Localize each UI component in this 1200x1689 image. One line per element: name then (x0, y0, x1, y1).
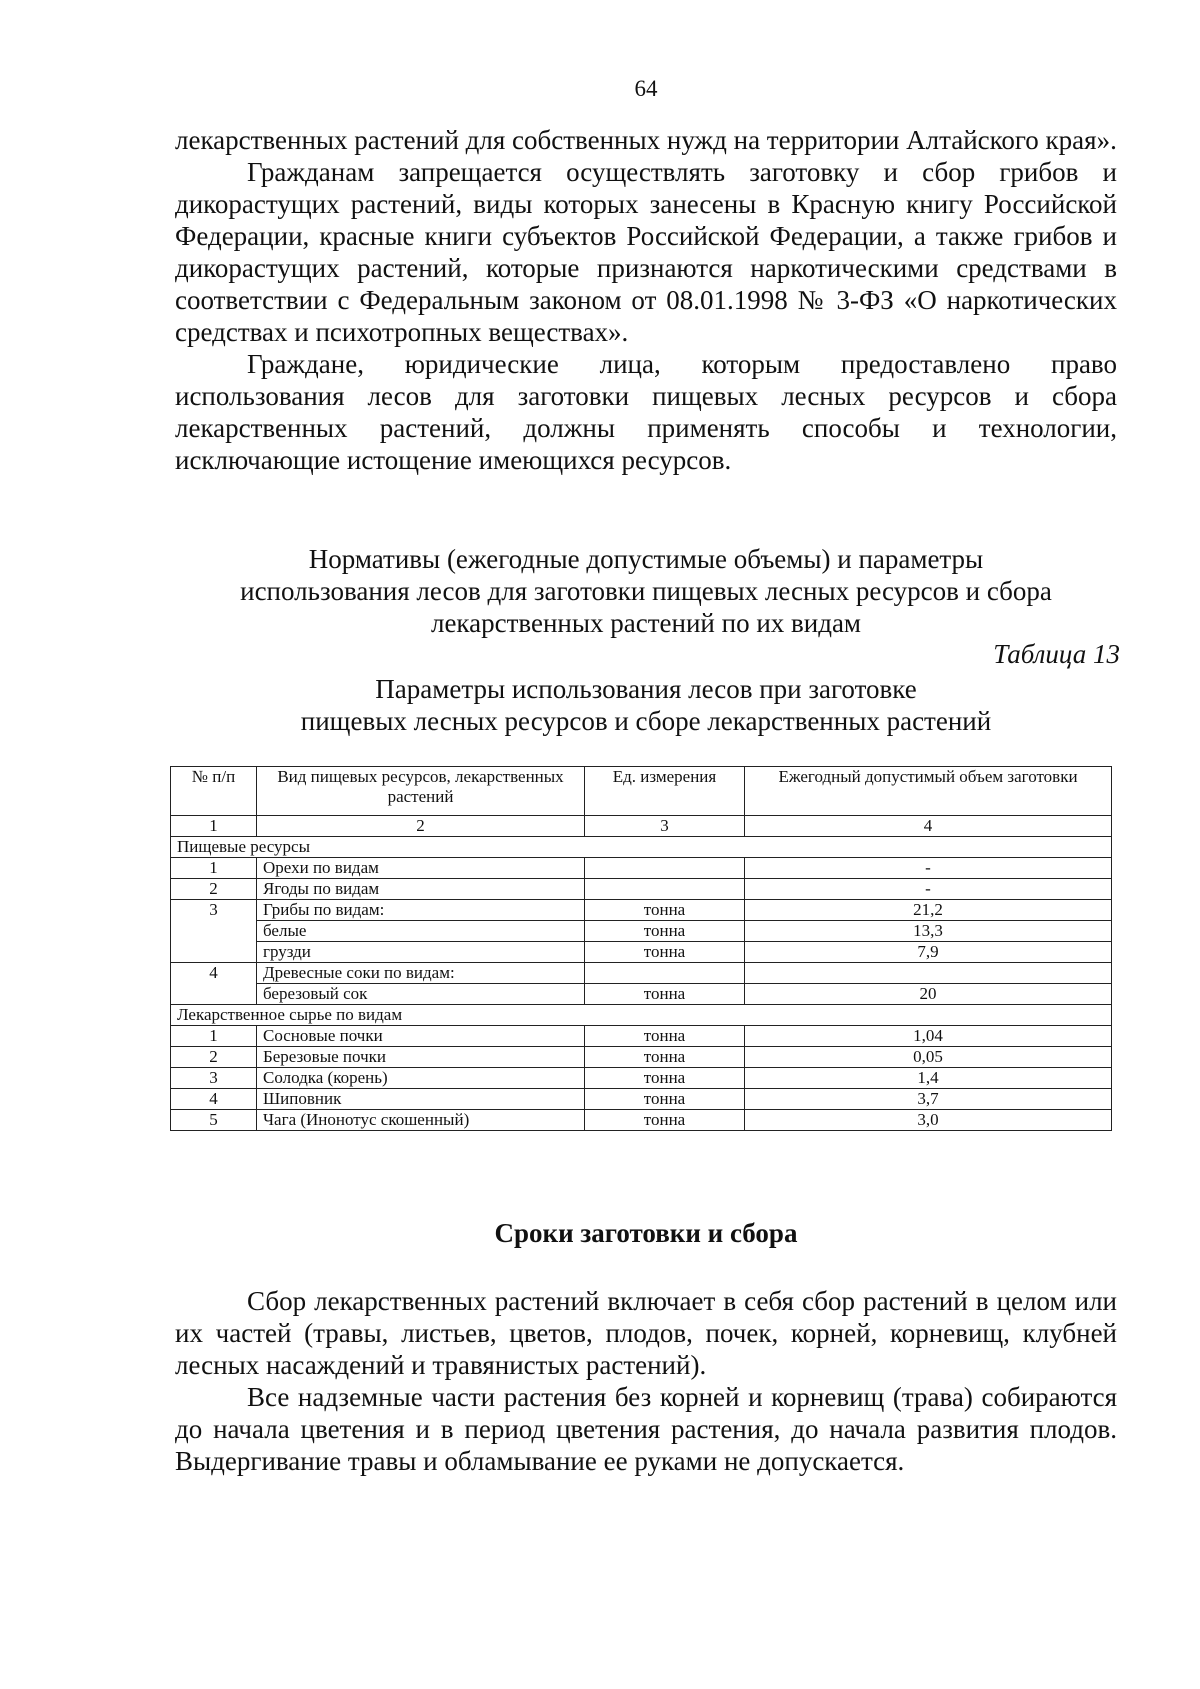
table-row (171, 942, 1112, 963)
cell-unit: тонна (585, 900, 745, 921)
cell-name: Ягоды по видам (257, 879, 585, 900)
cell-unit: тонна (585, 921, 745, 942)
column-number: 1 (171, 816, 257, 837)
paragraph: Сбор лекарственных растений включает в себя сбор растений в целом или их частей (травы, листьев, цветов, плодов, почек, корней, корневищ, клубней лесных насаждений и травянистых растений). (175, 1286, 1117, 1380)
header-unit: Ед. измерения (585, 767, 745, 816)
section-row-medicinal (171, 1005, 1112, 1026)
cell-number: 4 (171, 1089, 257, 1110)
table-caption: Таблица 13 (993, 639, 1120, 669)
cell-unit: тонна (585, 942, 745, 963)
table-row (171, 858, 1112, 879)
norm-heading-line: лекарственных растений по их видам (430, 608, 862, 638)
paragraph: Все надземные части растения без корней и корневищ (трава) собираются до начала цветения и в период цветения растения, до начала развития плодов. Выдергивание травы и обламывание ее руками не допускается. (175, 1382, 1117, 1476)
cell-value: 21,2 (745, 900, 1112, 921)
table-body (171, 816, 1112, 1131)
cell-value: 1,4 (745, 1068, 1112, 1089)
cell-name: березовый сок (257, 984, 585, 1005)
table-row (171, 963, 1112, 984)
table-row (171, 1110, 1112, 1131)
cell-value (745, 963, 1112, 984)
cell-value: 20 (745, 984, 1112, 1005)
cell-name: Березовые почки (257, 1047, 585, 1068)
section-label: Лекарственное сырье по видам (171, 1005, 1112, 1026)
table-title (175, 673, 1117, 737)
cell-unit (585, 858, 745, 879)
paragraph: Граждане, юридические лица, которым предоставлено право использования лесов для заготовки пищевых лесных ресурсов и сбора лекарственных растений, должны применять способы и технологии, исключающие истощение имеющихся ресурсов. (175, 349, 1117, 475)
cell-name: Солодка (корень) (257, 1068, 585, 1089)
norm-heading (175, 543, 1117, 639)
cell-number: 5 (171, 1110, 257, 1131)
section-row-food (171, 837, 1112, 858)
norm-heading-line: Нормативы (ежегодные допустимые объемы) и параметры (308, 544, 984, 574)
table-row (171, 921, 1112, 942)
cell-unit: тонна (585, 1068, 745, 1089)
table-row (171, 1026, 1112, 1047)
cell-unit (585, 963, 745, 984)
table-row (171, 1047, 1112, 1068)
column-number: 2 (257, 816, 585, 837)
table-row (171, 984, 1112, 1005)
cell-value: 3,7 (745, 1089, 1112, 1110)
intro-text (175, 124, 1117, 476)
cell-unit: тонна (585, 1110, 745, 1131)
section-label: Пищевые ресурсы (171, 837, 1112, 858)
cell-name: Грибы по видам: (257, 900, 585, 921)
harvest-heading: Сроки заготовки и сбора (494, 1218, 798, 1248)
table-row (171, 1089, 1112, 1110)
table-title-line: пищевых лесных ресурсов и сборе лекарственных растений (300, 706, 992, 736)
cell-value: - (745, 879, 1112, 900)
norms-table (170, 766, 1112, 1131)
table-header-row (171, 767, 1112, 816)
table-row (171, 900, 1112, 921)
cell-name: Чага (Инонотус скошенный) (257, 1110, 585, 1131)
cell-unit (585, 879, 745, 900)
paragraph: Гражданам запрещается осуществлять заготовку и сбор грибов и дикорастущих растений, виды которых занесены в Красную книгу Российской Федерации, красные книги субъектов Российской Федерации, а также грибов и дикорастущих растений, которые признаются наркотическими средствами в соответствии с Федеральным законом от 08.01.1998 № 3-ФЗ «О наркотических средствах и психотропных веществах». (175, 157, 1117, 347)
cell-number: 4 (171, 963, 257, 1005)
cell-number: 3 (171, 1068, 257, 1089)
cell-number: 1 (171, 858, 257, 879)
cell-unit: тонна (585, 1047, 745, 1068)
cell-number: 2 (171, 879, 257, 900)
cell-value: 1,04 (745, 1026, 1112, 1047)
header-resource: Вид пищевых ресурсов, лекарственных растений (257, 767, 585, 816)
cell-name: Шиповник (257, 1089, 585, 1110)
cell-value: 3,0 (745, 1110, 1112, 1131)
cell-number: 1 (171, 1026, 257, 1047)
cell-unit: тонна (585, 984, 745, 1005)
cell-number: 2 (171, 1047, 257, 1068)
cell-value: 13,3 (745, 921, 1112, 942)
cell-name: грузди (257, 942, 585, 963)
cell-name: Сосновые почки (257, 1026, 585, 1047)
cell-unit: тонна (585, 1089, 745, 1110)
cell-name: Древесные соки по видам: (257, 963, 585, 984)
column-number: 4 (745, 816, 1112, 837)
column-number: 3 (585, 816, 745, 837)
column-number-row (171, 816, 1112, 837)
norm-heading-line: использования лесов для заготовки пищевых лесных ресурсов и сбора (240, 576, 1052, 606)
page-number: 64 (634, 76, 658, 101)
cell-number: 3 (171, 900, 257, 963)
cell-value: - (745, 858, 1112, 879)
cell-name: Орехи по видам (257, 858, 585, 879)
cell-name: белые (257, 921, 585, 942)
cell-unit: тонна (585, 1026, 745, 1047)
cell-value: 0,05 (745, 1047, 1112, 1068)
cell-value: 7,9 (745, 942, 1112, 963)
header-number: № п/п (171, 767, 257, 816)
table-row (171, 1068, 1112, 1089)
paragraph: лекарственных растений для собственных нужд на территории Алтайского края». (175, 125, 1117, 155)
harvest-text (175, 1285, 1117, 1477)
table-title-line: Параметры использования лесов при заготовке (375, 674, 917, 704)
header-volume: Ежегодный допустимый объем заготовки (745, 767, 1112, 816)
table-row (171, 879, 1112, 900)
